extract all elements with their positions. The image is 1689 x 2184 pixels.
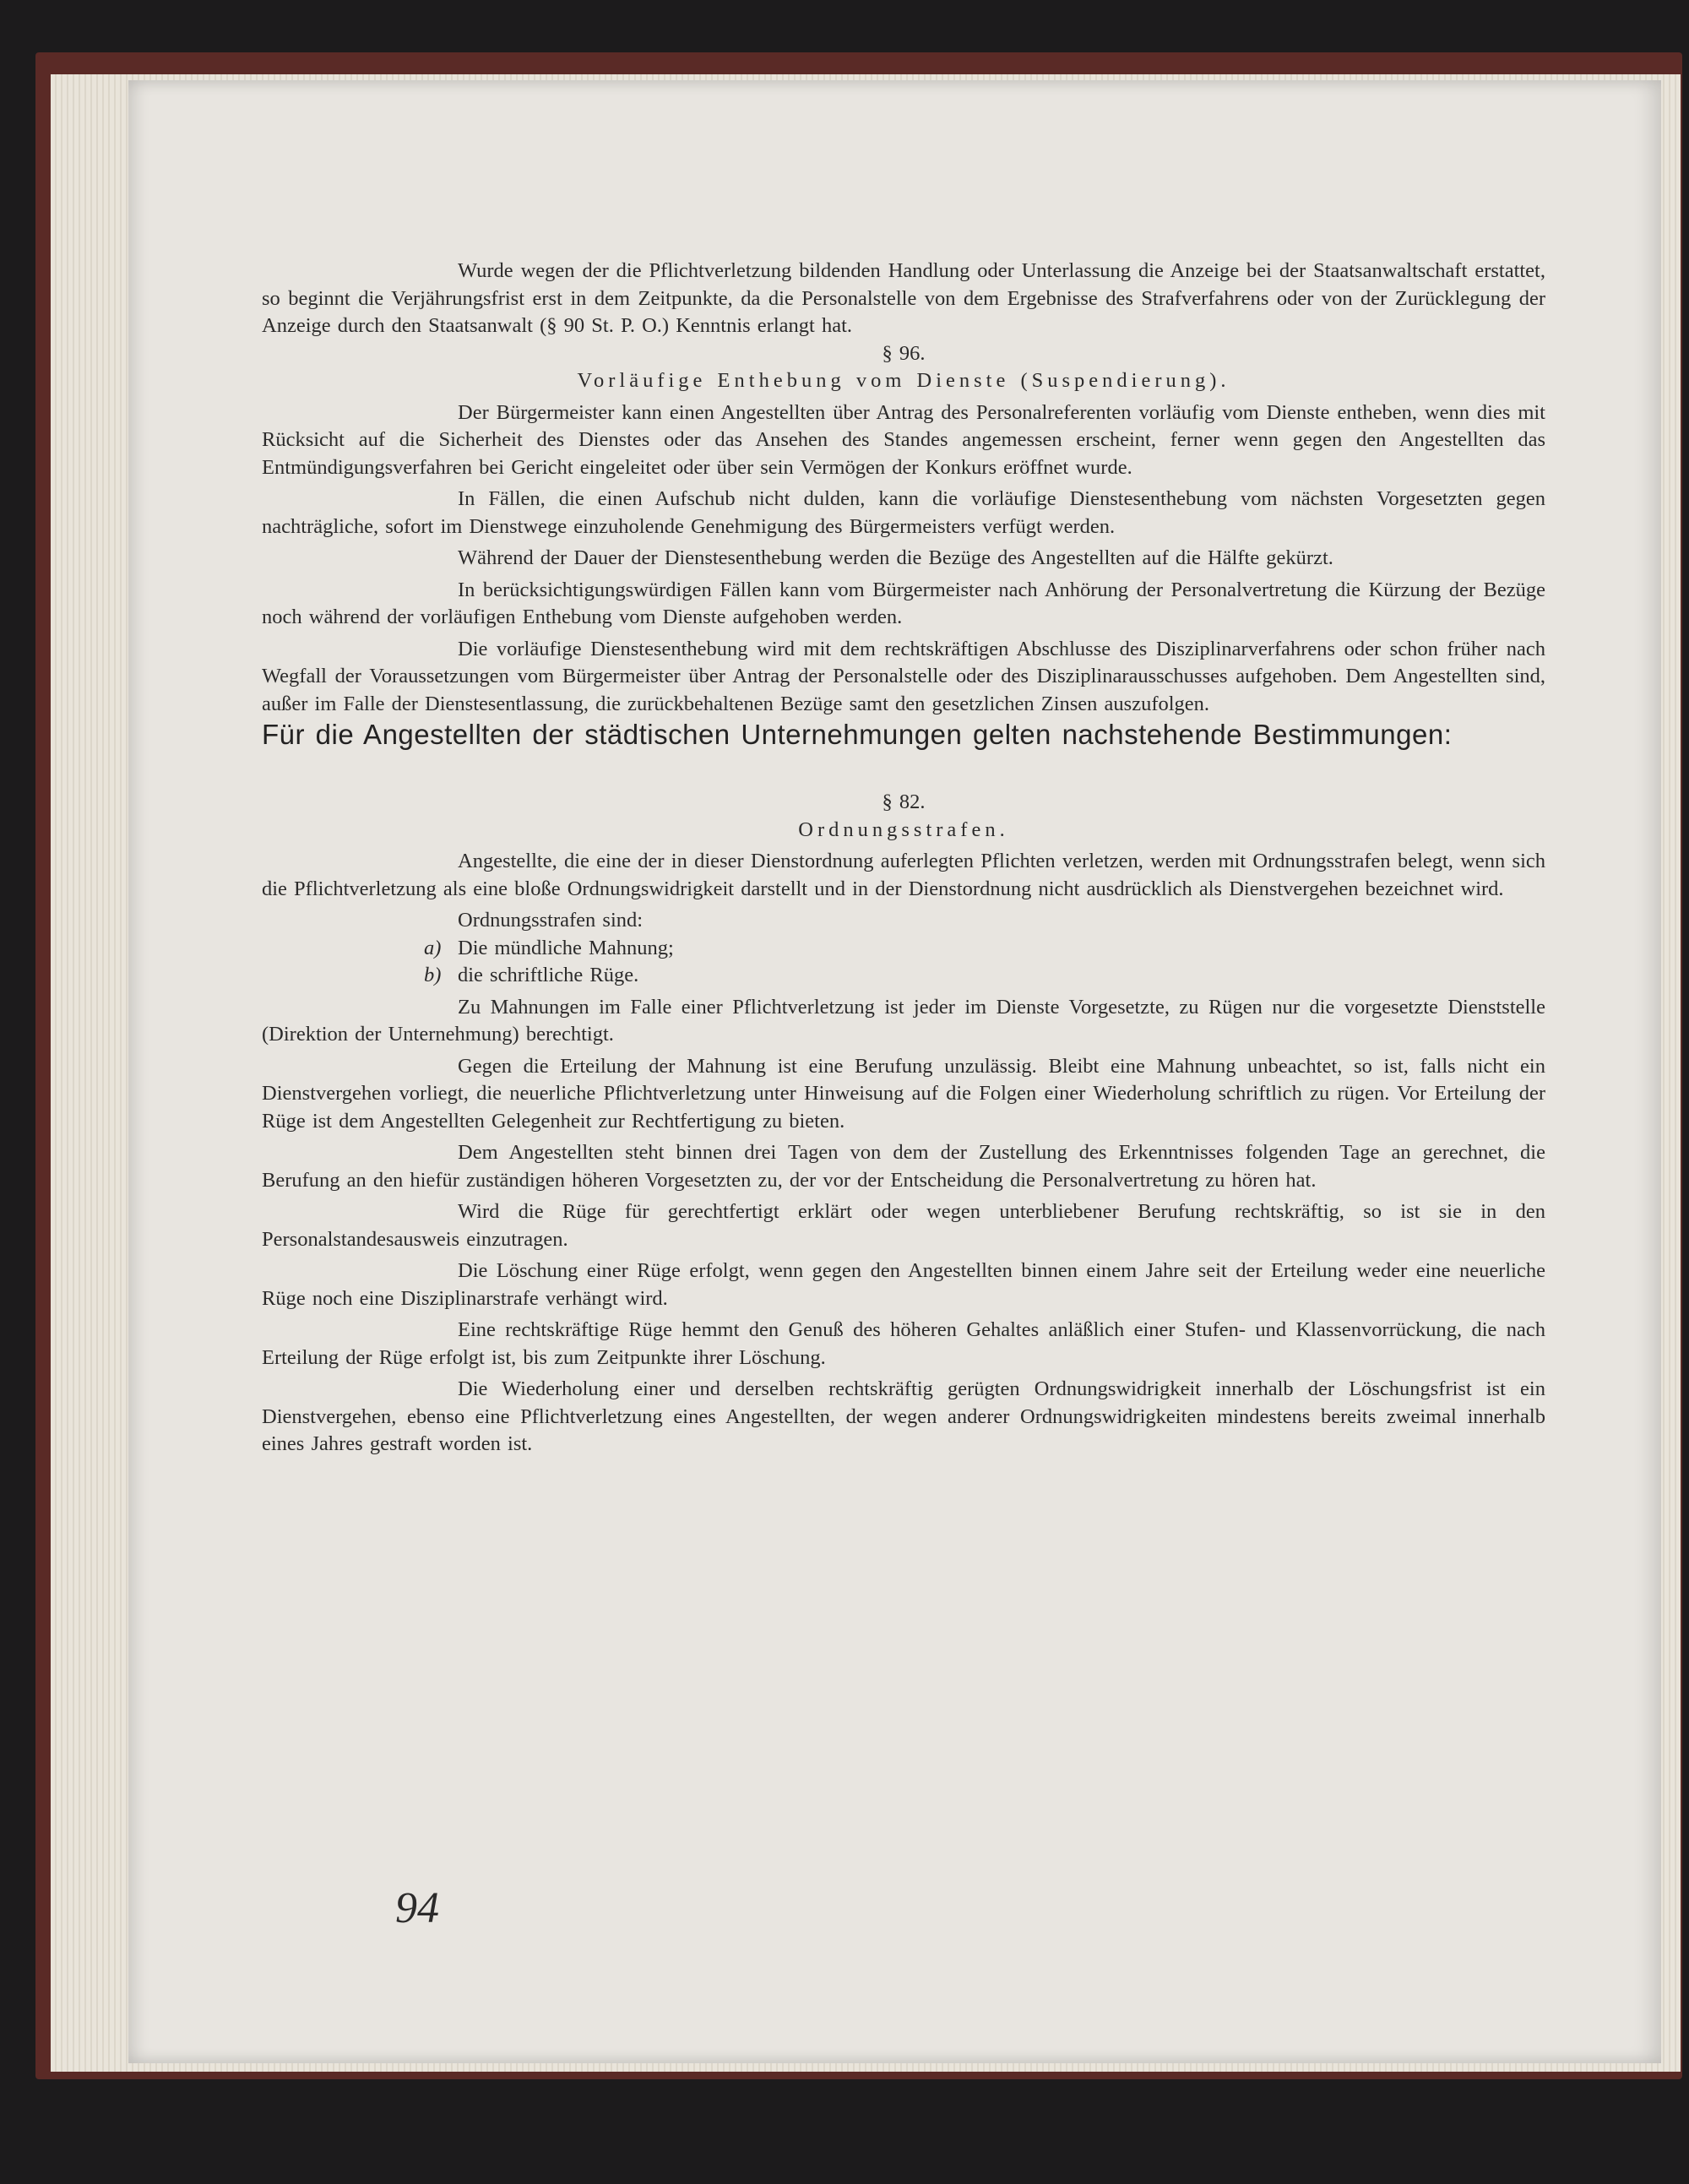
list-item-text: Die mündliche Mahnung; [458, 936, 674, 959]
section-82-paragraph: Die Löschung einer Rüge erfolgt, wenn gegen den Angestellten binnen einem Jahre seit der Erteilung weder eine neuerliche Rüge noch eine Disziplinarstrafe verhängt wird. [262, 1259, 1545, 1310]
section-82-paragraph: Angestellte, die eine der in dieser Dienstordnung auferlegten Pflichten verletzen, werden mit Ordnungsstrafen belegt, wenn sich die Pflichtverletzung als eine bloße Ordnungswidrigkeit darstellt und in der Dienstordnung nicht ausdrücklich als Dienstvergehen bezeichnet wird. [262, 850, 1545, 900]
section-96-paragraph: Die vorläufige Dienstesenthebung wird mit dem rechtskräftigen Abschlusse des Disziplinarverfahrens oder schon früher nach Wegfall der Voraussetzungen vom Bürgermeister über Antrag der Personalstelle oder des Disziplinarausschusses aufgehoben. Dem Angestellten sind, außer im Falle der Dienstesentlassung, die zurückbehaltenen Bezüge samt den gesetzlichen Zinsen auszufolgen. [262, 637, 1545, 715]
list-marker: b) [424, 964, 442, 986]
section-96-number: § 96. [882, 341, 926, 365]
section-82-paragraph: Die Wiederholung einer und derselben rechtskräftig gerügten Ordnungswidrigkeit innerhalb der Löschungsfrist ist ein Dienstvergehen, ebenso eine Pflichtverletzung eines Angestellten, der wegen anderer Ordnungswidrigkeiten mindestens bereits zweimal innerhalb eines Jahres gestraft worden ist. [262, 1377, 1545, 1455]
chapter-heading: Für die Angestellten der städtischen Unternehmungen gelten nachstehende Bestimmungen: [262, 719, 1453, 750]
section-96-paragraph: In Fällen, die einen Aufschub nicht dulden, kann die vorläufige Dienstesenthebung vom nächsten Vorgesetzten gegen nachträgliche, sofort im Dienstwege einzuholende Genehmigung des Bürgermeisters verfügt werden. [262, 487, 1545, 538]
section-96-paragraph: In berücksichtigungswürdigen Fällen kann vom Bürgermeister nach Anhörung der Personalvertretung die Kürzung der Bezüge noch während der vorläufigen Enthebung vom Dienste aufgehoben werden. [262, 578, 1545, 628]
section-82-paragraph: Eine rechtskräftige Rüge hemmt den Genuß des höheren Gehaltes anläßlich einer Stufen- und Klassenvorrückung, die nach Erteilung der Rüge erfolgt ist, bis zum Zeitpunkte ihrer Löschung. [262, 1318, 1545, 1369]
list-item-text: die schriftliche Rüge. [458, 964, 639, 986]
list-marker: a) [424, 936, 442, 959]
section-82-paragraph: Gegen die Erteilung der Mahnung ist eine Berufung unzulässig. Bleibt eine Mahnung unbeachtet, so ist, falls nicht ein Dienstvergehen vorliegt, die neuerliche Pflichtverletzung unter Hinweisung auf die Folgen einer Wiederholung schriftlich zu rügen. Vor Erteilung der Rüge ist dem Angestellten Gelegenheit zur Rechtfertigung zu bieten. [262, 1054, 1545, 1133]
list-item [262, 935, 1545, 963]
section-82-paragraph: Zu Mahnungen im Falle einer Pflichtverletzung ist jeder im Dienste Vorgesetzte, zu Rügen nur die vorgesetzte Dienststelle (Direktion der Unternehmung) berechtigt. [262, 995, 1545, 1046]
list-item [262, 962, 1545, 990]
section-82-paragraph: Ordnungsstrafen sind: [458, 909, 644, 932]
section-96-paragraph: Während der Dauer der Dienstesenthebung werden die Bezüge des Angestellten auf die Hälfte gekürzt. [458, 546, 1333, 569]
section-96-title: Vorläufige Enthebung vom Dienste (Suspendierung). [577, 369, 1230, 392]
section-82-title: Ordnungsstrafen. [798, 818, 1009, 841]
page-text [262, 258, 1545, 1459]
intro-paragraph: Wurde wegen der die Pflichtverletzung bildenden Handlung oder Unterlassung die Anzeige bei der Staatsanwaltschaft erstattet, so beginnt die Verjährungsfrist erst in dem Zeitpunkte, da die Personalstelle von dem Ergebnisse des Strafverfahrens oder von der Zurücklegung der Anzeige durch den Staatsanwalt (§ 90 St. P. O.) Kenntnis erlangt hat. [262, 259, 1545, 337]
page-number: 94 [395, 1884, 439, 1932]
section-82-paragraph: Dem Angestellten steht binnen drei Tagen von dem der Zustellung des Erkenntnisses folgenden Tage an gerechnet, die Berufung an den hiefür zuständigen höheren Vorgesetzten zu, der vor der Entscheidung die Personalvertretung zu hören hat. [262, 1141, 1545, 1192]
section-96-paragraph: Der Bürgermeister kann einen Angestellten über Antrag des Personalreferenten vorläufig vom Dienste entheben, wenn dies mit Rücksicht auf die Sicherheit des Dienstes oder das Ansehen des Standes angemessen erscheint, ferner wenn gegen den Angestellten das Entmündigungsverfahren bei Gericht eingeleitet oder über sein Vermögen der Konkurs eröffnet wurde. [262, 400, 1545, 479]
section-82-number: § 82. [882, 790, 926, 813]
section-82-paragraph: Wird die Rüge für gerechtfertigt erklärt oder wegen unterbliebener Berufung rechtskräftig, so ist sie in den Personalstandesausweis einzutragen. [262, 1200, 1545, 1251]
